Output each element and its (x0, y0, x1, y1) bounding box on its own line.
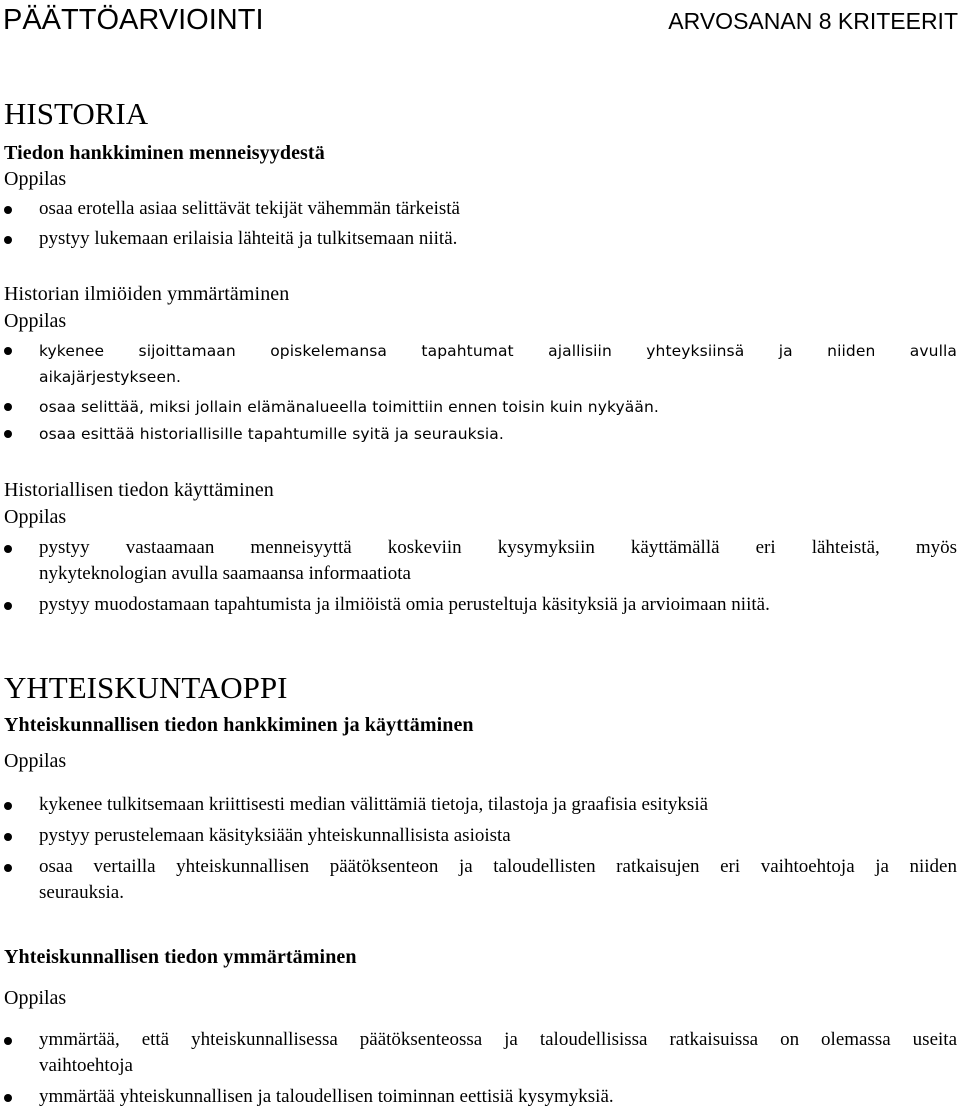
bullet-icon (4, 864, 12, 872)
list-item-text-continued: seurauksia. (39, 882, 124, 903)
oppilas-label: Oppilas (4, 987, 67, 1009)
subheading-tiedon-hankkiminen: Tiedon hankkiminen menneisyydestä (4, 142, 325, 164)
list-item-text: ymmärtää yhteiskunnallisen ja taloudellisen toiminnan eettisiä kysymyksiä. (39, 1086, 614, 1107)
oppilas-label: Oppilas (4, 750, 67, 772)
list-item-text: ymmärtää, että yhteiskunnallisessa päätöksenteossa ja taloudellisissa ratkaisuissa on olemassa useita (39, 1029, 957, 1050)
bullet-icon (4, 545, 12, 553)
bullet-icon (4, 602, 12, 610)
bullet-icon (4, 347, 12, 355)
bullet-icon (4, 802, 12, 810)
oppilas-label: Oppilas (4, 310, 67, 332)
list-item-text: osaa selittää, miksi jollain elämänalueella toimittiin ennen toisin kuin nykyään. (39, 398, 659, 416)
section-title-historia: HISTORIA (4, 96, 149, 131)
list-item-text: osaa vertailla yhteiskunnallisen päätöksenteon ja taloudellisten ratkaisujen eri vaihtoehtoja ja niiden (39, 856, 957, 877)
document-title: PÄÄTTÖARVIOINTI (3, 4, 264, 36)
bullet-icon (4, 430, 12, 438)
list-item-text: osaa esittää historiallisille tapahtumille syitä ja seurauksia. (39, 425, 504, 443)
list-item-text-continued: aikajärjestykseen. (39, 368, 182, 386)
list-item-text: pystyy vastaamaan menneisyyttä koskeviin kysymyksiin käyttämällä eri lähteistä, myös (39, 537, 957, 558)
list-item-text-continued: nykyteknologian avulla saamaansa informaatiota (39, 563, 411, 584)
section-title-yhteiskuntaoppi: YHTEISKUNTAOPPI (4, 670, 288, 705)
subheading-yhteiskunnallisen-hankkiminen: Yhteiskunnallisen tiedon hankkiminen ja käyttäminen (4, 714, 474, 736)
bullet-icon (4, 206, 12, 214)
list-item-text-continued: vaihtoehtoja (39, 1055, 133, 1076)
bullet-icon (4, 236, 12, 244)
bullet-icon (4, 1037, 12, 1045)
oppilas-label: Oppilas (4, 506, 67, 528)
bullet-icon (4, 1094, 12, 1102)
subheading-yhteiskunnallisen-ymmartaminen: Yhteiskunnallisen tiedon ymmärtäminen (4, 946, 357, 968)
list-item-text: osaa erotella asiaa selittävät tekijät vähemmän tärkeistä (39, 198, 460, 219)
bullet-icon (4, 833, 12, 841)
list-item-text: kykenee tulkitsemaan kriittisesti median välittämiä tietoja, tilastoja ja graafisia esityksiä (39, 794, 709, 815)
list-item-text: kykenee sijoittamaan opiskelemansa tapahtumat ajallisiin yhteyksiinsä ja niiden avulla (39, 342, 957, 360)
oppilas-label: Oppilas (4, 168, 67, 190)
bullet-icon (4, 403, 12, 411)
list-item-text: pystyy muodostamaan tapahtumista ja ilmiöistä omia perusteltuja käsityksiä ja arvioimaan niitä. (39, 594, 770, 615)
subheading-historiallisen-tiedon: Historiallisen tiedon käyttäminen (4, 479, 274, 501)
list-item-text: pystyy lukemaan erilaisia lähteitä ja tulkitsemaan niitä. (39, 228, 458, 249)
subheading-historian-ilmioiden: Historian ilmiöiden ymmärtäminen (4, 283, 290, 305)
list-item-text: pystyy perustelemaan käsityksiään yhteiskunnallisista asioista (39, 825, 511, 846)
grade-criteria-title: ARVOSANAN 8 KRITEERIT (668, 8, 958, 34)
